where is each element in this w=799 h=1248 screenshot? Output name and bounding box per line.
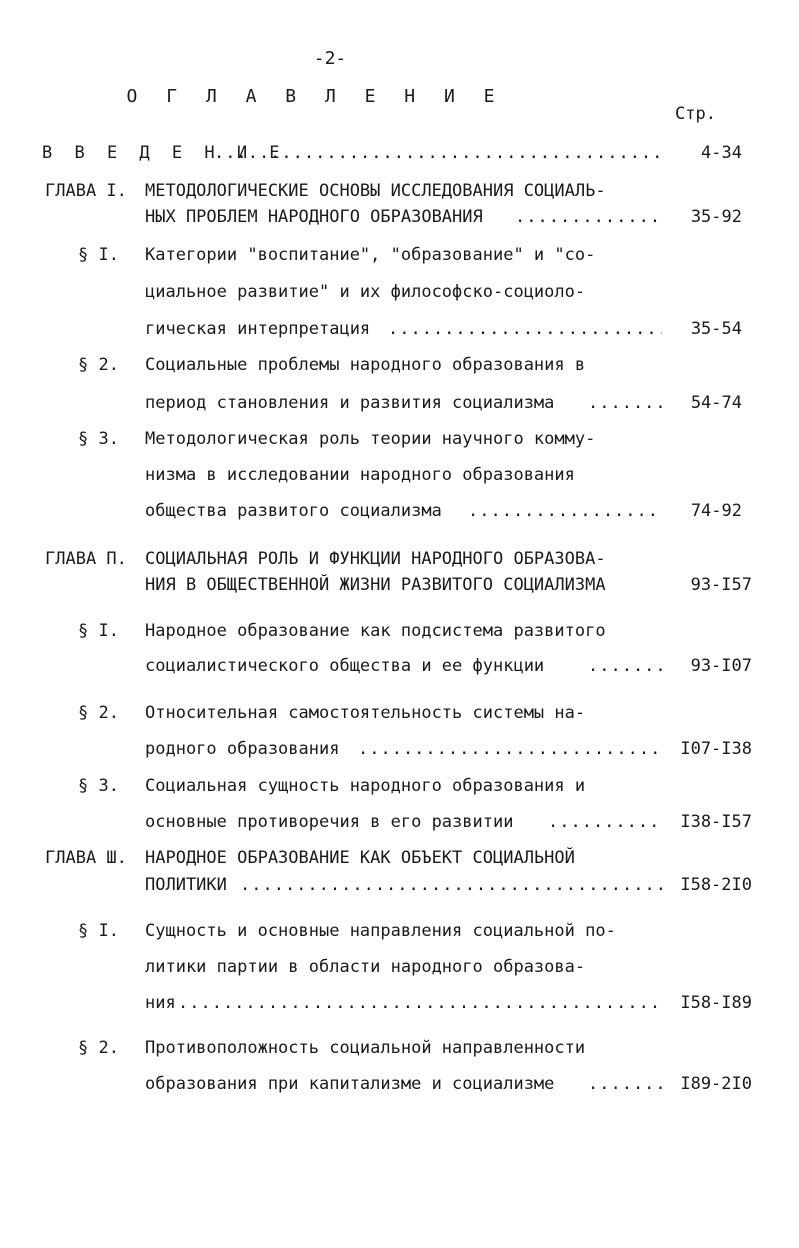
section-text-line: родного образования: [145, 739, 340, 759]
section-pages: I07-I38: [680, 739, 752, 759]
section-text-line: Категории "воспитание", "образование" и "со-: [145, 245, 596, 265]
section-label: § I.: [78, 921, 119, 941]
leader-dots: [588, 655, 662, 677]
leader-dots: [358, 738, 662, 760]
section-text-line: Социальные проблемы народного образования в: [145, 355, 586, 375]
leader-dots: [388, 318, 662, 340]
chapter-3-title-line-2: ПОЛИТИКИ: [145, 875, 227, 895]
section-pages: I89-2I0: [680, 1074, 752, 1094]
section-text-line: Относительная самостоятельность системы на-: [145, 703, 586, 723]
section-text-line: Противоположность социальной направленности: [145, 1038, 586, 1058]
chapter-2-title-line-1: СОЦИАЛЬНАЯ РОЛЬ И ФУНКЦИИ НАРОДНОГО ОБРАЗОВА-: [145, 549, 606, 569]
section-label: § I.: [78, 621, 119, 641]
chapter-2-title-line-2: НИЯ В ОБЩЕСТВЕННОЙ ЖИЗНИ РАЗВИТОГО СОЦИАЛИЗМА: [145, 575, 606, 595]
section-text-line: циальное развитие" и их философско-социоло-: [145, 282, 586, 302]
leader-dots: [178, 992, 662, 1014]
leader-dots: [588, 392, 662, 414]
section-text-line: Народное образование как подсистема развитого: [145, 621, 606, 641]
leader-dots: [468, 500, 662, 522]
section-label: § 2.: [78, 355, 119, 375]
leader-dots: [214, 142, 662, 164]
section-pages: 35-54: [690, 319, 742, 339]
section-text-line: социалистического общества и ее функции: [145, 656, 545, 676]
chapter-3-title-line-1: НАРОДНОЕ ОБРАЗОВАНИЕ КАК ОБЪЕКТ СОЦИАЛЬНОЙ: [145, 848, 575, 868]
chapter-1-label: ГЛАВА I.: [45, 181, 127, 201]
chapter-2-label: ГЛАВА П.: [45, 549, 127, 569]
intro-pages: 4-34: [701, 143, 742, 163]
section-text-line: образования при капитализме и социализме: [145, 1074, 555, 1094]
section-pages: 54-74: [690, 393, 742, 413]
section-text-line: литики партии в области народного образова-: [145, 957, 586, 977]
section-pages: 74-92: [690, 501, 742, 521]
chapter-2-pages: 93-I57: [690, 575, 752, 595]
section-text-line: низма в исследовании народного образования: [145, 465, 575, 485]
chapter-1-title-line-2: НЫХ ПРОБЛЕМ НАРОДНОГО ОБРАЗОВАНИЯ: [145, 207, 483, 227]
section-text-line: период становления и развития социализма: [145, 393, 555, 413]
intro-label: В В Е Д Е Н И Е: [42, 143, 286, 163]
leader-dots: [588, 1073, 662, 1095]
section-text-line: ния: [145, 993, 176, 1013]
section-pages: I38-I57: [680, 812, 752, 832]
chapter-1-title-line-1: МЕТОДОЛОГИЧЕСКИЕ ОСНОВЫ ИССЛЕДОВАНИЯ СОЦИАЛЬ-: [145, 181, 606, 201]
section-label: § 2.: [78, 703, 119, 723]
section-text-line: Методологическая роль теории научного комму-: [145, 429, 596, 449]
chapter-3-pages: I58-2I0: [680, 875, 752, 895]
page-number: -2-: [313, 48, 347, 69]
section-label: § I.: [78, 245, 119, 265]
section-label: § 3.: [78, 429, 119, 449]
leader-dots: [240, 874, 662, 896]
leader-dots: [548, 811, 662, 833]
section-text-line: Социальная сущность народного образования и: [145, 776, 586, 796]
section-text-line: основные противоречия в его развитии: [145, 812, 514, 832]
chapter-3-label: ГЛАВА Ш.: [45, 848, 127, 868]
leader-dots: [515, 206, 662, 228]
page-column-label: Стр.: [675, 104, 716, 124]
section-label: § 2.: [78, 1038, 119, 1058]
toc-title: О Г Л А В Л Е Н И Е: [126, 86, 504, 107]
section-text-line: общества развитого социализма: [145, 501, 442, 521]
chapter-1-pages: 35-92: [690, 207, 742, 227]
section-pages: 93-I07: [690, 656, 752, 676]
section-text-line: гическая интерпретация: [145, 319, 371, 339]
section-text-line: Сущность и основные направления социальной по-: [145, 921, 616, 941]
section-label: § 3.: [78, 776, 119, 796]
section-pages: I58-I89: [680, 993, 752, 1013]
